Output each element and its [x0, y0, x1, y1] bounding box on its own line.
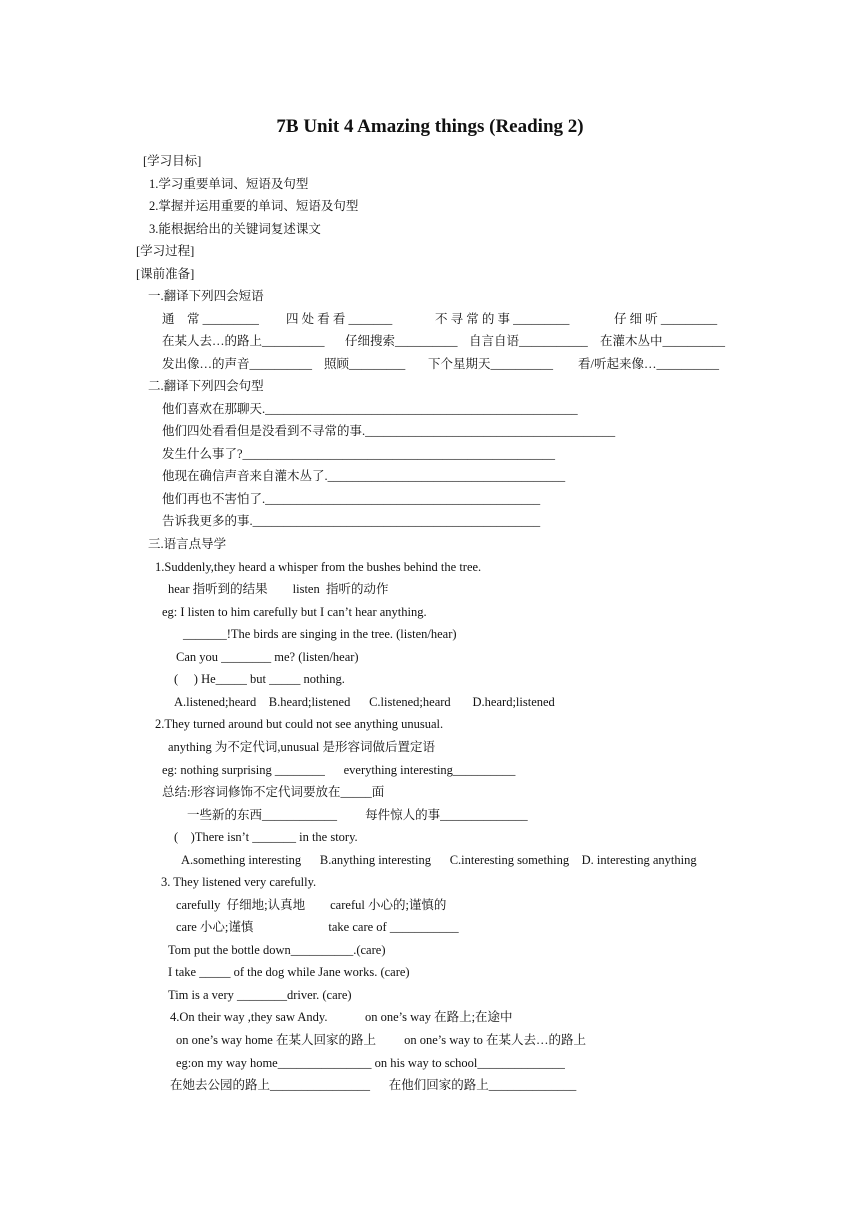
section2-heading: 二.翻译下列四会句型 [148, 379, 264, 393]
exercise-line: ( )There isn’t _______ in the story. [174, 830, 358, 844]
phrase-item: 照顾_________ [324, 357, 406, 371]
section1-heading: 一.翻译下列四会短语 [148, 289, 264, 303]
phrase-item: 通 常 _________ [162, 312, 259, 326]
exercise-line: 在她去公园的路上________________ 在他们回家的路上______________ [170, 1078, 577, 1092]
point-note: hear 指听到的结果 listen 指听的动作 [168, 582, 389, 596]
point-example: eg: nothing surprising ________ everything interesting__________ [162, 763, 516, 777]
exercise-line: I take _____ of the dog while Jane works. (care) [168, 965, 410, 979]
exercise-line: Can you ________ me? (listen/hear) [176, 650, 359, 664]
exercise-line: ( ) He_____ but _____ nothing. [174, 672, 345, 686]
phrase-item: 不 寻 常 的 事 _________ [435, 312, 570, 326]
phrase-item: 在灌木丛中__________ [600, 334, 726, 348]
phrase-item: 在某人去…的路上__________ [162, 334, 325, 348]
phrase-item: 看/听起来像…__________ [578, 357, 719, 371]
phrase-item: 自言自语___________ [469, 334, 588, 348]
sentence-item: 发生什么事了?__________________________________________________ [162, 447, 556, 461]
point-note: carefully 仔细地;认真地 careful 小心的;谨慎的 [176, 898, 447, 912]
sentence-item: 告诉我更多的事.______________________________________________ [162, 514, 541, 528]
goals-header: [学习目标] [143, 154, 202, 168]
phrase-item: 发出像…的声音__________ [162, 357, 313, 371]
phrase-item: 下个星期天__________ [428, 357, 554, 371]
process-header: [学习过程] [136, 244, 195, 258]
phrase-item: 四 处 看 看 _______ [286, 312, 393, 326]
point-sentence: 3. They listened very carefully. [161, 875, 317, 889]
point-sentence: 4.On their way ,they saw Andy. on one’s way 在路上;在途中 [170, 1010, 513, 1024]
exercise-line: 一些新的东西____________ 每件惊人的事______________ [187, 808, 528, 822]
point-example: eg: I listen to him carefully but I can’t hear anything. [162, 605, 427, 619]
answer-options: A.listened;heard B.heard;listened C.listened;heard D.heard;listened [174, 695, 555, 709]
sentence-item: 他们四处看看但是没看到不寻常的事.________________________________________ [162, 424, 616, 438]
prep-header: [课前准备] [136, 267, 195, 281]
point-note: anything 为不定代词,unusual 是形容词做后置定语 [168, 740, 436, 754]
point-sentence: 2.They turned around but could not see anything unusual. [155, 717, 444, 731]
exercise-line: Tom put the bottle down__________.(care) [168, 943, 386, 957]
page-title: 7B Unit 4 Amazing things (Reading 2) [276, 116, 584, 137]
point-note: care 小心;谨慎 take care of ___________ [176, 920, 459, 934]
goal-item: 2.掌握并运用重要的单词、短语及句型 [149, 199, 359, 213]
goal-item: 3.能根据给出的关键词复述课文 [149, 222, 321, 236]
point-sentence: 1.Suddenly,they heard a whisper from the bushes behind the tree. [155, 560, 482, 574]
exercise-line: Tim is a very ________driver. (care) [168, 988, 352, 1002]
exercise-line: _______!The birds are singing in the tree. (listen/hear) [183, 627, 457, 641]
point-note: on one’s way home 在某人回家的路上 on one’s way to 在某人去…的路上 [176, 1033, 587, 1047]
sentence-item: 他们喜欢在那聊天.__________________________________________________ [162, 402, 578, 416]
phrase-item: 仔 细 听 _________ [614, 312, 718, 326]
point-example: eg:on my way home_______________ on his way to school______________ [176, 1056, 565, 1070]
answer-options: A.something interesting B.anything interesting C.interesting something D. interesting anything [181, 853, 697, 867]
point-summary: 总结:形容词修饰不定代词要放在_____面 [162, 785, 385, 799]
goal-item: 1.学习重要单词、短语及句型 [149, 177, 309, 191]
section3-heading: 三.语言点导学 [148, 537, 227, 551]
sentence-item: 他现在确信声音来自灌木丛了.______________________________________ [162, 469, 566, 483]
phrase-item: 仔细搜索__________ [345, 334, 458, 348]
sentence-item: 他们再也不害怕了.____________________________________________ [162, 492, 541, 506]
